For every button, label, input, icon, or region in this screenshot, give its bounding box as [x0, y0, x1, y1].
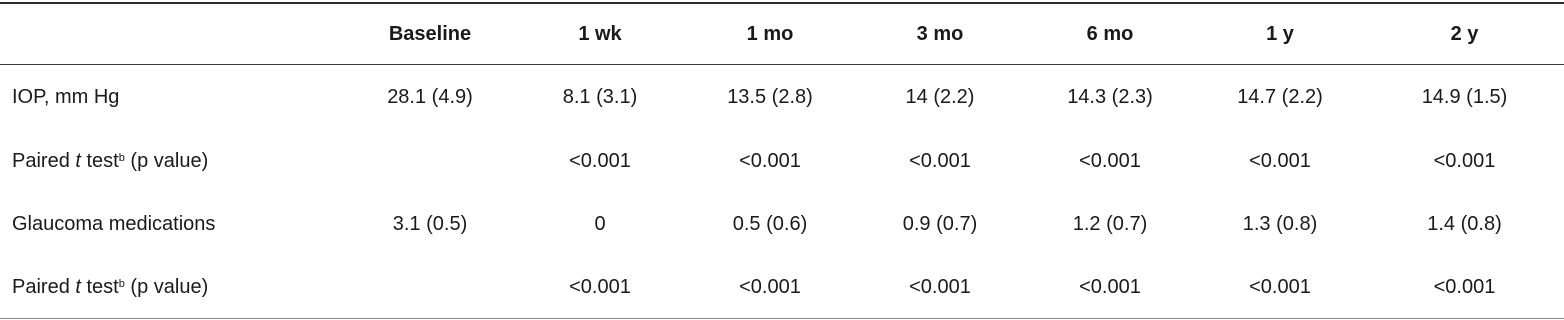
header-row — [0, 4, 1564, 64]
row-label-italic: t — [75, 276, 81, 298]
table-cell: 3.1 (0.5) — [392, 213, 468, 235]
data-table — [0, 4, 1564, 319]
table-cell: 0.9 (0.7) — [902, 213, 978, 235]
row-label — [0, 130, 345, 193]
table-cell: <0.001 — [739, 150, 801, 172]
table-row — [0, 256, 1564, 319]
table-cell: <0.001 — [1079, 276, 1141, 298]
table-cell — [345, 256, 515, 319]
table-row — [0, 193, 1564, 256]
table-row — [0, 130, 1564, 193]
row-label-tail: (p value) — [124, 276, 209, 298]
table-cell: <0.001 — [1433, 150, 1496, 172]
footnote-marker: b — [118, 152, 125, 164]
table-cell: <0.001 — [569, 150, 631, 172]
row-label-tail: (p value) — [124, 150, 209, 172]
row-label — [0, 256, 345, 319]
table-cell: <0.001 — [1249, 276, 1311, 298]
table-cell: 13.5 (2.8) — [727, 85, 813, 108]
header-cell-1y: 1 y — [1266, 22, 1294, 45]
table-cell: 14 (2.2) — [905, 85, 975, 108]
footnote-marker: b — [118, 278, 125, 290]
row-label-text: IOP, mm Hg — [12, 85, 120, 108]
row-label-text: Paired — [12, 276, 76, 298]
header-cell-baseline: Baseline — [388, 22, 472, 45]
table-cell: <0.001 — [739, 276, 801, 298]
row-label — [0, 64, 345, 130]
row-label-text-post: test — [80, 276, 119, 298]
table-cell: 1.3 (0.8) — [1242, 213, 1318, 235]
header-cell-1wk: 1 wk — [578, 22, 622, 45]
row-label-italic: t — [75, 150, 81, 172]
table-cell: <0.001 — [1079, 150, 1141, 172]
table-cell: 14.3 (2.3) — [1067, 85, 1153, 108]
table-cell: 1.4 (0.8) — [1427, 213, 1502, 235]
table-cell: 14.9 (1.5) — [1421, 85, 1508, 108]
table-cell — [345, 130, 515, 193]
table-cell: 14.7 (2.2) — [1237, 85, 1323, 108]
table-cell: <0.001 — [909, 150, 971, 172]
table-cell: 0 — [594, 213, 606, 235]
row-label-text: Glaucoma medications — [12, 213, 216, 235]
table-cell: <0.001 — [569, 276, 631, 298]
header-cell-1mo: 1 mo — [746, 22, 794, 45]
table-cell: 8.1 (3.1) — [562, 85, 638, 108]
header-cell-2y: 2 y — [1450, 22, 1479, 45]
header-cell-empty — [0, 4, 345, 64]
header-cell-6mo: 6 mo — [1086, 22, 1134, 45]
table-cell: <0.001 — [909, 276, 971, 298]
table-cell: <0.001 — [1249, 150, 1311, 172]
table-row — [0, 64, 1564, 130]
row-label — [0, 193, 345, 256]
row-label-text-post: test — [80, 150, 119, 172]
table-cell: 28.1 (4.9) — [387, 85, 473, 108]
table-cell: <0.001 — [1433, 276, 1496, 298]
table-cell: 1.2 (0.7) — [1072, 213, 1148, 235]
table-cell: 0.5 (0.6) — [732, 213, 808, 235]
header-cell-3mo: 3 mo — [916, 22, 964, 45]
row-label-text: Paired — [12, 150, 76, 172]
